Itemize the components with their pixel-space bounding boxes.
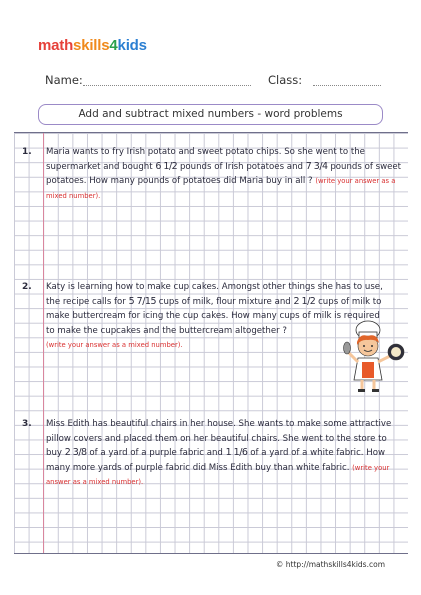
name-field[interactable] — [83, 85, 251, 86]
problem-text — [46, 417, 402, 490]
mixed-number: 1 1/6 — [225, 447, 248, 459]
mixed-number: 6 1/2 — [155, 160, 178, 172]
worksheet-title: Add and subtract mixed numbers - word problems — [38, 104, 383, 125]
answer-hint: (write your answer as a mixed number). — [46, 463, 390, 487]
site-logo — [38, 37, 147, 54]
answer-hint: (write your answer as a mixed number). — [46, 177, 396, 200]
problem-text-part: cups of milk, flour mixture and — [158, 296, 291, 307]
problem-text-part: Katy is learning how to make cup cakes. Amongst other things she has to use, the recipe calls for — [46, 282, 383, 307]
student-info-row — [45, 73, 390, 91]
copyright-footer: © http://mathskills4kids.com — [275, 560, 385, 569]
problem-text-part: Miss Edith has beautiful chairs in her house. She wants to make some attractive pillow covers and placed them on her beautiful chairs. She went to the store to buy — [46, 419, 392, 459]
class-field[interactable] — [313, 85, 381, 86]
problem-number: 3. — [22, 419, 32, 429]
class-label: Class: — [268, 73, 303, 87]
logo-part-4: 4 — [109, 37, 118, 54]
problem-text-part: of a yard of a purple fabric and — [89, 448, 223, 459]
problem-text — [46, 145, 402, 203]
mixed-number: 5 7/15 — [128, 295, 156, 307]
problem-number: 2. — [22, 282, 32, 292]
problem-text — [46, 280, 386, 353]
mixed-number: 7 3/4 — [305, 160, 328, 172]
logo-part-kids: kids — [117, 37, 147, 54]
logo-part-math: math — [38, 37, 74, 54]
problem-text-part: cups of milk to make buttercream for icing the cup cakes. How many cups of milk is required to make the cupcakes and the buttercream altogether ? — [46, 296, 382, 336]
logo-part-skills: skills — [73, 37, 110, 54]
mixed-number: 2 3/8 — [64, 447, 87, 459]
chef-girl-illustration — [342, 318, 406, 393]
problem-text-part: pounds of Irish potatoes and — [179, 161, 303, 172]
problem-text-part: of a yard of a white fabric. How many more yards of purple fabric did Miss Edith buy than white fabric. — [46, 448, 386, 473]
mixed-number: 2 1/2 — [293, 295, 316, 307]
problem-text-part: pounds of sweet potatoes. How many pounds of potatoes did Maria buy in all ? — [46, 161, 402, 187]
problem-text-part: Maria wants to fry Irish potato and sweet potato chips. So she went to the supermarket and bought — [46, 147, 365, 172]
problem-number: 1. — [22, 147, 32, 157]
name-label: Name: — [45, 73, 83, 87]
answer-hint: (write your answer as a mixed number). — [46, 341, 183, 350]
